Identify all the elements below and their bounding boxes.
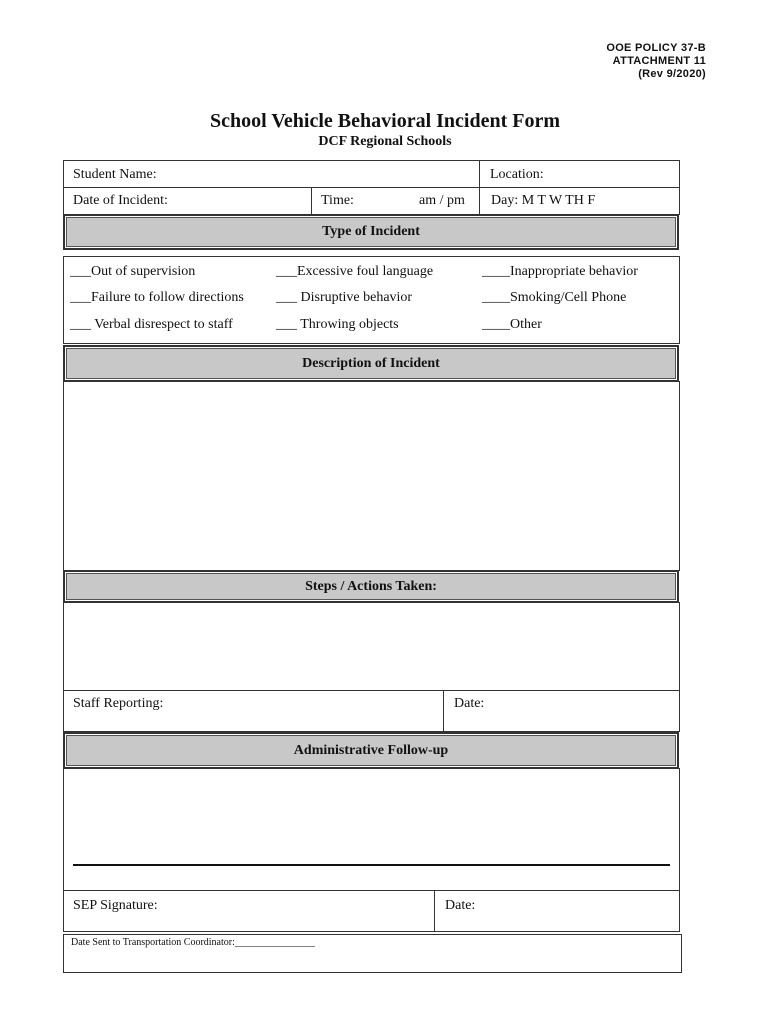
option-out-of-supervision[interactable]: ___Out of supervision bbox=[70, 264, 196, 279]
description-title: Description of Incident bbox=[302, 356, 440, 371]
form-title: School Vehicle Behavioral Incident Form bbox=[210, 110, 560, 132]
description-text-area[interactable] bbox=[63, 381, 680, 571]
sep-date-field[interactable]: Date: bbox=[445, 898, 476, 913]
staff-reporting-field[interactable]: Staff Reporting: bbox=[73, 696, 164, 711]
admin-followup-text-area[interactable] bbox=[63, 768, 680, 891]
option-excessive-foul-language[interactable]: ___Excessive foul language bbox=[276, 264, 434, 279]
option-failure-to-follow-directions[interactable]: ___Failure to follow directions bbox=[70, 290, 244, 305]
steps-title: Steps / Actions Taken: bbox=[305, 579, 437, 594]
sep-signature-field[interactable]: SEP Signature: bbox=[73, 898, 158, 913]
date-sent-field[interactable]: Date Sent to Transportation Coordinator:________________ bbox=[71, 937, 315, 948]
date-of-incident-field[interactable]: Date of Incident: bbox=[73, 193, 168, 208]
policy-line-2: ATTACHMENT 11 bbox=[612, 55, 706, 67]
staff-date-field[interactable]: Date: bbox=[454, 696, 485, 711]
admin-followup-title: Administrative Follow-up bbox=[293, 743, 449, 758]
option-smoking-cell-phone[interactable]: ____Smoking/Cell Phone bbox=[482, 290, 627, 305]
admin-followup-header bbox=[63, 732, 679, 769]
steps-text-area[interactable] bbox=[63, 602, 680, 691]
am-pm-field[interactable]: am / pm bbox=[419, 193, 465, 208]
type-of-incident-title: Type of Incident bbox=[322, 224, 420, 239]
type-of-incident-header bbox=[63, 214, 679, 250]
day-field[interactable]: Day: M T W TH F bbox=[491, 193, 596, 208]
option-other[interactable]: ____Other bbox=[482, 317, 542, 332]
time-field[interactable]: Time: bbox=[321, 193, 354, 208]
option-verbal-disrespect[interactable]: ___ Verbal disrespect to staff bbox=[70, 317, 233, 332]
student-name-field[interactable]: Student Name: bbox=[73, 167, 157, 182]
option-disruptive-behavior[interactable]: ___ Disruptive behavior bbox=[276, 290, 413, 305]
policy-line-3: (Rev 9/2020) bbox=[638, 68, 706, 80]
description-header bbox=[63, 345, 679, 382]
policy-reference bbox=[606, 42, 706, 81]
steps-header bbox=[63, 570, 679, 603]
option-inappropriate-behavior[interactable]: ____Inappropriate behavior bbox=[482, 264, 638, 279]
signature-line bbox=[73, 864, 670, 866]
form-subtitle: DCF Regional Schools bbox=[318, 134, 452, 149]
option-throwing-objects[interactable]: ___ Throwing objects bbox=[276, 317, 399, 332]
location-field[interactable]: Location: bbox=[490, 167, 544, 182]
policy-line-1: OOE POLICY 37-B bbox=[606, 42, 706, 54]
